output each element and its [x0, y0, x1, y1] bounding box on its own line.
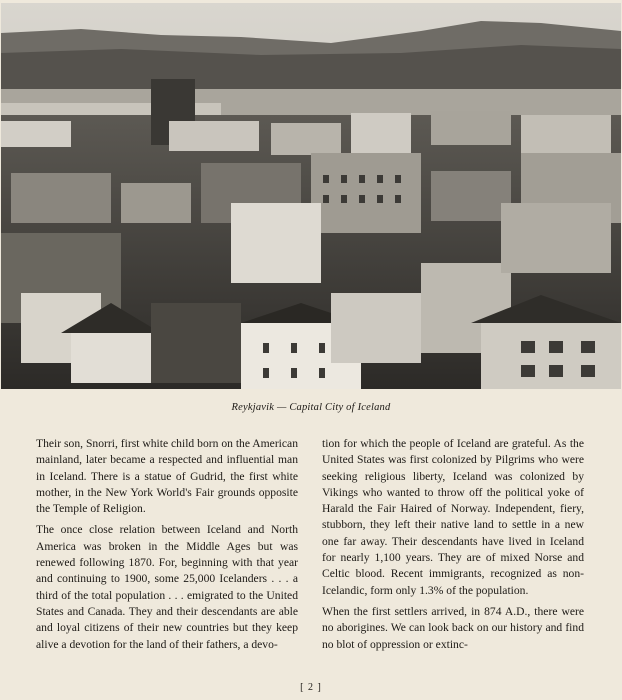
page-number: [ 2 ]	[300, 682, 322, 693]
paragraph: tion for which the people of Iceland are grateful. As the United States was first colonized by Pilgrims who were seeking religious liberty, Iceland was colonized by Vikings who wanted to throw off the political yoke of Harald the Fair Haired of Norway. Independent, fiery, stubborn, they left their native land to settle in a new one far away. Their descendants have lived in Iceland for nearly 1,100 years. They are of mixed Norse and Celtic blood. Recent immigrants, recognized as non-Icelandic, form only 1.3% of the population.	[322, 437, 584, 597]
paragraph: When the first settlers arrived, in 874 A.D., there were no aborigines. We can look back on our history and find no blot of oppression or extinc-	[322, 604, 584, 651]
reykjavik-photograph	[1, 3, 621, 389]
photo-illustration	[1, 3, 621, 389]
paragraph: The once close relation between Iceland and North America was broken in the Middle Ages but was renewed following 1870. For, beginning with that year and continuing to 1900, some 25,000 Icelanders . . . a third of the total population . . . emigrated to the United States and Canada. They and their descendants are able and loyal citizens of their new countries but they keep alive a devotion for the land of their fathers, a devo-	[36, 523, 298, 651]
photo-caption: Reykjavik — Capital City of Iceland	[231, 402, 391, 413]
text-column-left	[36, 436, 298, 658]
paragraph: Their son, Snorri, first white child born on the American mainland, later became a respected and influential man in Iceland. There is a statue of Gudrid, the first white mother, in the New York World's Fair grounds opposite the Temple of Religion.	[36, 437, 298, 516]
text-column-right	[322, 436, 584, 658]
